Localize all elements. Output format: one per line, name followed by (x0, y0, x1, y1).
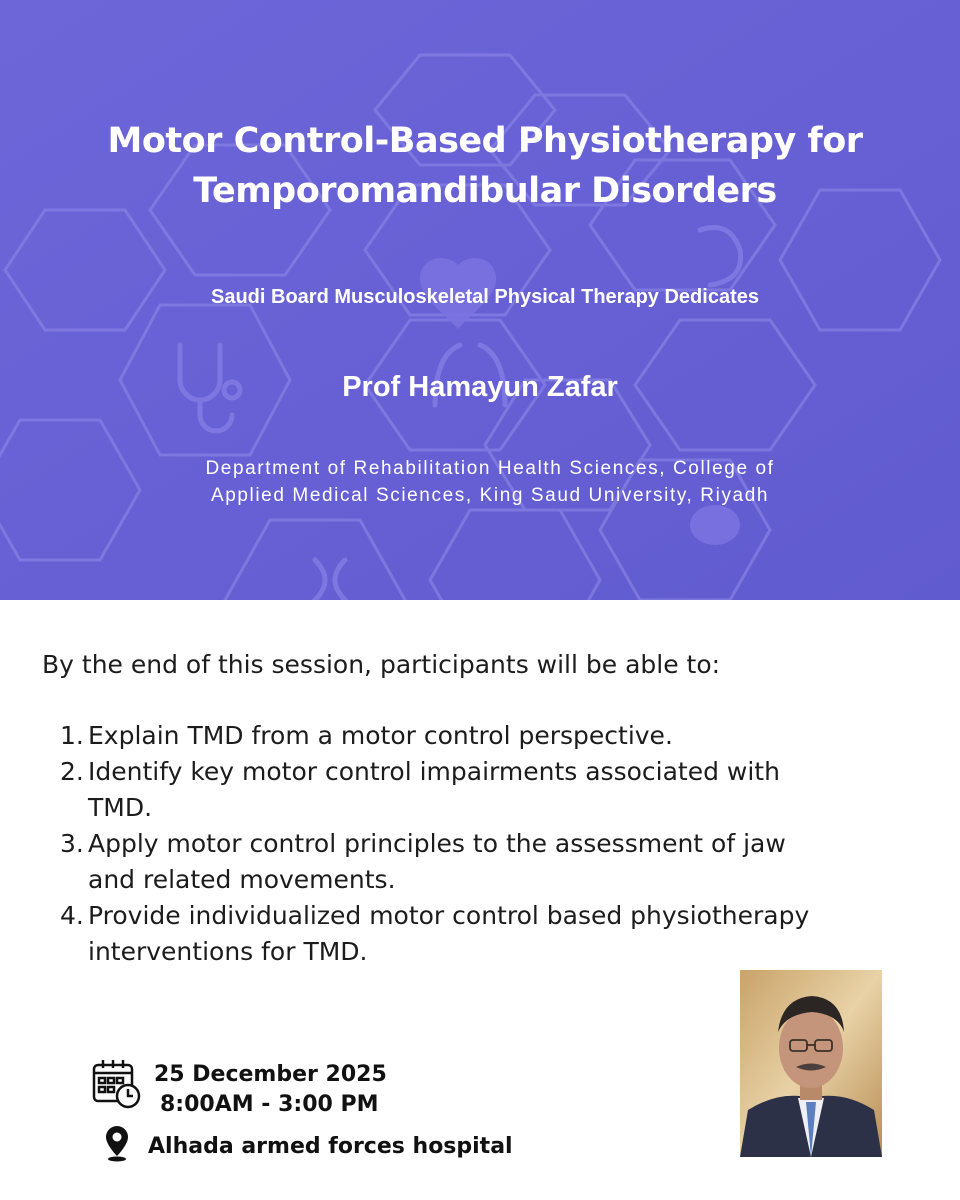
objective-number: 1. (60, 721, 84, 750)
speaker-photo (740, 970, 882, 1157)
objective-text: Apply motor control principles to the assessment of jaw (88, 829, 786, 858)
speaker-name: Prof Hamayun Zafar (342, 371, 618, 403)
learning-objectives-list (56, 718, 906, 970)
map-pin-icon (104, 1124, 130, 1162)
objective-item (56, 718, 906, 754)
speaker-affiliation (40, 455, 940, 509)
objective-text-continued: interventions for TMD. (88, 937, 368, 966)
calendar-clock-icon (92, 1058, 142, 1110)
objective-text: Identify key motor control impairments associated with (88, 757, 780, 786)
affiliation-line-1: Department of Rehabilitation Health Sciences, College of (205, 458, 775, 479)
objective-number: 4. (60, 901, 84, 930)
event-location: Alhada armed forces hospital (148, 1134, 513, 1159)
objective-item (56, 826, 906, 898)
objective-text-continued: TMD. (88, 793, 153, 822)
event-time: 8:00AM - 3:00 PM (160, 1092, 379, 1117)
objective-text-continued: and related movements. (88, 865, 396, 894)
title-line-2: Temporomandibular Disorders (193, 171, 777, 211)
objective-text: Provide individualized motor control based physiotherapy (88, 901, 810, 930)
event-date: 25 December 2025 (154, 1062, 387, 1087)
objective-item (56, 754, 906, 826)
title-line-1: Motor Control-Based Physiotherapy for (107, 121, 863, 161)
event-subtitle: Saudi Board Musculoskeletal Physical Therapy Dedicates (211, 286, 759, 308)
event-title (40, 116, 930, 216)
objective-number: 3. (60, 829, 84, 858)
objective-item (56, 898, 906, 970)
affiliation-line-2: Applied Medical Sciences, King Saud University, Riyadh (210, 485, 770, 506)
objectives-intro: By the end of this session, participants will be able to: (42, 650, 721, 679)
objective-number: 2. (60, 757, 84, 786)
objective-text: Explain TMD from a motor control perspective. (88, 721, 673, 750)
